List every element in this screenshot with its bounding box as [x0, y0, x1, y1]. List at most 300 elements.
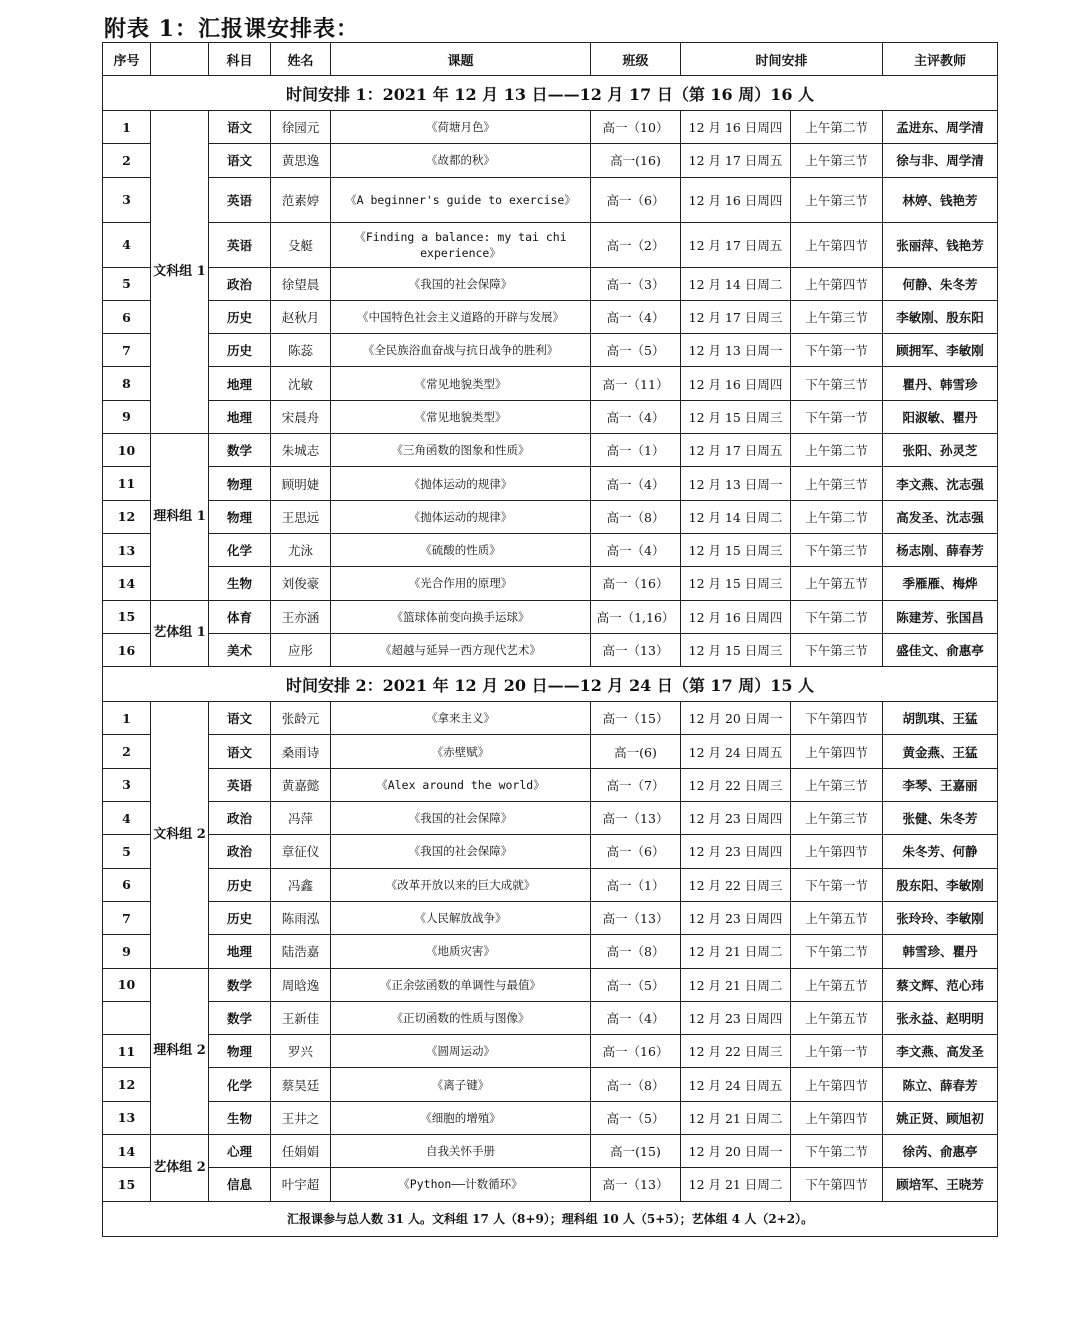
topic-cell: 《人民解放战争》: [331, 901, 591, 934]
row-number: 6: [103, 868, 151, 901]
reviewers-cell: 杨志刚、薛春芳: [883, 533, 998, 566]
teacher-name: 罗兴: [271, 1035, 331, 1068]
table-row: [103, 111, 998, 144]
date-cell: 12 月 15 日周三: [681, 633, 791, 666]
period-cell: 上午第四节: [791, 735, 883, 768]
date-cell: 12 月 21 日周二: [681, 1168, 791, 1201]
group-name: 艺体组 1: [151, 600, 209, 667]
topic-cell: 《细胞的增殖》: [331, 1101, 591, 1134]
date-cell: 12 月 17 日周五: [681, 144, 791, 177]
table-row: [103, 702, 998, 735]
topic-cell: 《圆周运动》: [331, 1035, 591, 1068]
class-cell: 高一（13）: [591, 1168, 681, 1201]
class-cell: 高一（4）: [591, 1001, 681, 1034]
date-cell: 12 月 21 日周二: [681, 935, 791, 968]
reviewers-cell: 林婷、钱艳芳: [883, 177, 998, 222]
row-number: 7: [103, 334, 151, 367]
teacher-name: 范素婷: [271, 177, 331, 222]
class-cell: 高一（13）: [591, 802, 681, 835]
date-cell: 12 月 23 日周四: [681, 835, 791, 868]
period-cell: 下午第四节: [791, 1168, 883, 1201]
teacher-name: 陆浩嘉: [271, 935, 331, 968]
subject-cell: 化学: [209, 1068, 271, 1101]
subject-cell: 心理: [209, 1135, 271, 1168]
subject-cell: 英语: [209, 177, 271, 222]
date-cell: 12 月 13 日周一: [681, 467, 791, 500]
row-number: 1: [103, 702, 151, 735]
period-cell: 上午第四节: [791, 267, 883, 300]
class-cell: 高一（13）: [591, 633, 681, 666]
reviewers-cell: 陈建芳、张国昌: [883, 600, 998, 633]
table-row: [103, 633, 998, 666]
topic-cell: 《荷塘月色》: [331, 111, 591, 144]
reviewers-cell: 李琴、王嘉丽: [883, 768, 998, 801]
table-row: [103, 802, 998, 835]
reviewers-cell: 徐芮、俞惠亭: [883, 1135, 998, 1168]
table-row: [103, 533, 998, 566]
teacher-name: 王思远: [271, 500, 331, 533]
reviewers-cell: 孟进东、周学清: [883, 111, 998, 144]
teacher-name: 徐望晨: [271, 267, 331, 300]
subject-cell: 数学: [209, 1001, 271, 1034]
subject-cell: 信息: [209, 1168, 271, 1201]
class-cell: 高一(6): [591, 735, 681, 768]
topic-cell: 自我关怀手册: [331, 1135, 591, 1168]
period-cell: 下午第一节: [791, 868, 883, 901]
topic-cell: 《三角函数的图象和性质》: [331, 434, 591, 467]
row-number: 3: [103, 177, 151, 222]
date-cell: 12 月 17 日周五: [681, 222, 791, 267]
teacher-name: 殳艇: [271, 222, 331, 267]
subject-cell: 语文: [209, 702, 271, 735]
row-number: 15: [103, 600, 151, 633]
class-cell: 高一(15): [591, 1135, 681, 1168]
teacher-name: 刘俊豪: [271, 567, 331, 600]
date-cell: 12 月 15 日周三: [681, 400, 791, 433]
subject-cell: 生物: [209, 1101, 271, 1134]
teacher-name: 陈雨泓: [271, 901, 331, 934]
table-row: [103, 600, 998, 633]
teacher-name: 宋晨舟: [271, 400, 331, 433]
date-cell: 12 月 23 日周四: [681, 1001, 791, 1034]
subject-cell: 数学: [209, 968, 271, 1001]
subject-cell: 语文: [209, 111, 271, 144]
teacher-name: 陈蕊: [271, 334, 331, 367]
row-number: [103, 1001, 151, 1034]
class-cell: 高一（11）: [591, 367, 681, 400]
subject-cell: 历史: [209, 901, 271, 934]
class-cell: 高一（4）: [591, 467, 681, 500]
group-name: 文科组 2: [151, 702, 209, 968]
subject-cell: 物理: [209, 500, 271, 533]
reviewers-cell: 张永益、赵明明: [883, 1001, 998, 1034]
reviewers-cell: 殷东阳、李敏刚: [883, 868, 998, 901]
topic-cell: 《我国的社会保障》: [331, 835, 591, 868]
teacher-name: 桑雨诗: [271, 735, 331, 768]
date-cell: 12 月 15 日周三: [681, 567, 791, 600]
row-number: 5: [103, 835, 151, 868]
class-cell: 高一（6）: [591, 835, 681, 868]
period-cell: 下午第二节: [791, 935, 883, 968]
class-cell: 高一（1,16）: [591, 600, 681, 633]
topic-cell: 《超越与延异一西方现代艺术》: [331, 633, 591, 666]
topic-cell: 《全民族浴血奋战与抗日战争的胜利》: [331, 334, 591, 367]
subject-cell: 历史: [209, 300, 271, 333]
topic-cell: 《正余弦函数的单调性与最值》: [331, 968, 591, 1001]
reviewers-cell: 朱冬芳、何静: [883, 835, 998, 868]
table-row: [103, 1035, 998, 1068]
row-number: 6: [103, 300, 151, 333]
period-cell: 上午第三节: [791, 177, 883, 222]
teacher-name: 王亦涵: [271, 600, 331, 633]
header-topic: 课题: [331, 43, 591, 76]
period-cell: 上午第二节: [791, 500, 883, 533]
date-cell: 12 月 23 日周四: [681, 901, 791, 934]
row-number: 8: [103, 367, 151, 400]
period-cell: 上午第三节: [791, 467, 883, 500]
teacher-name: 章征仪: [271, 835, 331, 868]
table-row: [103, 868, 998, 901]
teacher-name: 叶宇超: [271, 1168, 331, 1201]
reviewers-cell: 盛佳文、俞惠亭: [883, 633, 998, 666]
table-row: [103, 367, 998, 400]
reviewers-cell: 张健、朱冬芳: [883, 802, 998, 835]
group-name: 理科组 2: [151, 968, 209, 1134]
topic-cell: 《A beginner's guide to exercise》: [331, 177, 591, 222]
date-cell: 12 月 21 日周二: [681, 968, 791, 1001]
row-number: 10: [103, 968, 151, 1001]
teacher-name: 蔡昊廷: [271, 1068, 331, 1101]
period-cell: 上午第五节: [791, 567, 883, 600]
class-cell: 高一（13）: [591, 901, 681, 934]
topic-cell: 《Alex around the world》: [331, 768, 591, 801]
table-row: [103, 1101, 998, 1134]
period-cell: 上午第四节: [791, 222, 883, 267]
row-number: 9: [103, 935, 151, 968]
teacher-name: 冯萍: [271, 802, 331, 835]
teacher-name: 朱城志: [271, 434, 331, 467]
period-cell: 上午第三节: [791, 300, 883, 333]
class-cell: 高一（16）: [591, 1035, 681, 1068]
reviewers-cell: 高发圣、沈志强: [883, 500, 998, 533]
topic-cell: 《Python——计数循环》: [331, 1168, 591, 1201]
header-time: 时间安排: [681, 43, 883, 76]
topic-cell: 《硫酸的性质》: [331, 533, 591, 566]
period-cell: 上午第二节: [791, 434, 883, 467]
date-cell: 12 月 16 日周四: [681, 600, 791, 633]
reviewers-cell: 黄金燕、王猛: [883, 735, 998, 768]
date-cell: 12 月 16 日周四: [681, 367, 791, 400]
date-cell: 12 月 24 日周五: [681, 735, 791, 768]
date-cell: 12 月 15 日周三: [681, 533, 791, 566]
table-row: [103, 267, 998, 300]
class-cell: 高一（10）: [591, 111, 681, 144]
class-cell: 高一（15）: [591, 702, 681, 735]
date-cell: 12 月 22 日周三: [681, 1035, 791, 1068]
table-row: [103, 901, 998, 934]
table-row: [103, 1001, 998, 1034]
subject-cell: 语文: [209, 144, 271, 177]
table-row: [103, 835, 998, 868]
reviewers-cell: 李文燕、高发圣: [883, 1035, 998, 1068]
period-cell: 上午第一节: [791, 1035, 883, 1068]
teacher-name: 张龄元: [271, 702, 331, 735]
header-no: 序号: [103, 43, 151, 76]
table-row: [103, 434, 998, 467]
teacher-name: 赵秋月: [271, 300, 331, 333]
reviewers-cell: 李文燕、沈志强: [883, 467, 998, 500]
subject-cell: 政治: [209, 802, 271, 835]
class-cell: 高一（5）: [591, 1101, 681, 1134]
subject-cell: 数学: [209, 434, 271, 467]
subject-cell: 地理: [209, 367, 271, 400]
row-number: 12: [103, 1068, 151, 1101]
date-cell: 12 月 22 日周三: [681, 768, 791, 801]
subject-cell: 英语: [209, 222, 271, 267]
teacher-name: 黄思逸: [271, 144, 331, 177]
topic-cell: 《中国特色社会主义道路的开辟与发展》: [331, 300, 591, 333]
table-row: [103, 1135, 998, 1168]
row-number: 5: [103, 267, 151, 300]
group-name: 理科组 1: [151, 434, 209, 600]
period-cell: 上午第四节: [791, 1101, 883, 1134]
row-number: 14: [103, 567, 151, 600]
reviewers-cell: 张阳、孙灵芝: [883, 434, 998, 467]
header-group: [151, 43, 209, 76]
summary-row: [103, 1201, 998, 1236]
table-row: [103, 144, 998, 177]
header-row: [103, 43, 998, 76]
class-cell: 高一（8）: [591, 500, 681, 533]
row-number: 4: [103, 222, 151, 267]
table-row: [103, 768, 998, 801]
reviewers-cell: 张玲玲、李敏刚: [883, 901, 998, 934]
period-cell: 上午第二节: [791, 111, 883, 144]
class-cell: 高一（4）: [591, 533, 681, 566]
date-cell: 12 月 21 日周二: [681, 1101, 791, 1134]
table-row: [103, 1168, 998, 1201]
teacher-name: 周晗逸: [271, 968, 331, 1001]
period-cell: 下午第一节: [791, 334, 883, 367]
date-cell: 12 月 14 日周二: [681, 267, 791, 300]
subject-cell: 体育: [209, 600, 271, 633]
header-reviewers: 主评教师: [883, 43, 998, 76]
summary-text: 汇报课参与总人数 31 人。文科组 17 人（8+9）；理科组 10 人（5+5）；艺体组 4 人（2+2）。: [103, 1201, 998, 1236]
teacher-name: 冯鑫: [271, 868, 331, 901]
topic-cell: 《常见地貌类型》: [331, 400, 591, 433]
class-cell: 高一（6）: [591, 177, 681, 222]
row-number: 2: [103, 735, 151, 768]
period-cell: 下午第三节: [791, 533, 883, 566]
reviewers-cell: 张丽萍、钱艳芳: [883, 222, 998, 267]
subject-cell: 政治: [209, 267, 271, 300]
period-cell: 下午第二节: [791, 600, 883, 633]
teacher-name: 尤泳: [271, 533, 331, 566]
row-number: 13: [103, 533, 151, 566]
period-cell: 上午第五节: [791, 968, 883, 1001]
topic-cell: 《光合作用的原理》: [331, 567, 591, 600]
topic-cell: 《地质灾害》: [331, 935, 591, 968]
date-cell: 12 月 13 日周一: [681, 334, 791, 367]
period-cell: 上午第五节: [791, 1001, 883, 1034]
reviewers-cell: 顾拥军、李敏刚: [883, 334, 998, 367]
table-row: [103, 968, 998, 1001]
reviewers-cell: 瞿丹、韩雪珍: [883, 367, 998, 400]
row-number: 12: [103, 500, 151, 533]
reviewers-cell: 韩雪珍、瞿丹: [883, 935, 998, 968]
table-row: [103, 500, 998, 533]
topic-cell: 《拿来主义》: [331, 702, 591, 735]
row-number: 11: [103, 467, 151, 500]
class-cell: 高一（1）: [591, 868, 681, 901]
row-number: 7: [103, 901, 151, 934]
class-cell: 高一(16): [591, 144, 681, 177]
teacher-name: 任娟娟: [271, 1135, 331, 1168]
date-cell: 12 月 23 日周四: [681, 802, 791, 835]
row-number: 10: [103, 434, 151, 467]
date-cell: 12 月 24 日周五: [681, 1068, 791, 1101]
table-row: [103, 400, 998, 433]
reviewers-cell: 徐与非、周学清: [883, 144, 998, 177]
reviewers-cell: 蔡文辉、范心玮: [883, 968, 998, 1001]
period-cell: 上午第四节: [791, 1068, 883, 1101]
period-cell: 上午第五节: [791, 901, 883, 934]
reviewers-cell: 姚正贤、顾旭初: [883, 1101, 998, 1134]
table-row: [103, 935, 998, 968]
teacher-name: 应彤: [271, 633, 331, 666]
table-row: [103, 467, 998, 500]
teacher-name: 徐园元: [271, 111, 331, 144]
topic-cell: 《改革开放以来的巨大成就》: [331, 868, 591, 901]
table-row: [103, 735, 998, 768]
topic-cell: 《赤壁赋》: [331, 735, 591, 768]
period-cell: 下午第二节: [791, 1135, 883, 1168]
row-number: 2: [103, 144, 151, 177]
subject-cell: 语文: [209, 735, 271, 768]
header-name: 姓名: [271, 43, 331, 76]
topic-cell: 《Finding a balance: my tai chi experience》: [331, 222, 591, 267]
date-cell: 12 月 20 日周一: [681, 1135, 791, 1168]
reviewers-cell: 何静、朱冬芳: [883, 267, 998, 300]
date-cell: 12 月 16 日周四: [681, 177, 791, 222]
subject-cell: 英语: [209, 768, 271, 801]
header-subject: 科目: [209, 43, 271, 76]
table-row: [103, 177, 998, 222]
reviewers-cell: 李敏刚、殷东阳: [883, 300, 998, 333]
topic-cell: 《常见地貌类型》: [331, 367, 591, 400]
class-cell: 高一（8）: [591, 935, 681, 968]
topic-cell: 《离子键》: [331, 1068, 591, 1101]
header-class: 班级: [591, 43, 681, 76]
row-number: 14: [103, 1135, 151, 1168]
subject-cell: 物理: [209, 467, 271, 500]
class-cell: 高一（5）: [591, 334, 681, 367]
date-cell: 12 月 22 日周三: [681, 868, 791, 901]
reviewers-cell: 季雁雁、梅烨: [883, 567, 998, 600]
subject-cell: 历史: [209, 334, 271, 367]
topic-cell: 《正切函数的性质与图像》: [331, 1001, 591, 1034]
section-heading-row: [103, 76, 998, 111]
period-cell: 下午第三节: [791, 633, 883, 666]
section-heading: 时间安排 2：2021 年 12 月 20 日——12 月 24 日（第 17 周）15 人: [103, 667, 998, 702]
group-name: 艺体组 2: [151, 1135, 209, 1202]
date-cell: 12 月 16 日周四: [681, 111, 791, 144]
row-number: 4: [103, 802, 151, 835]
section-heading: 时间安排 1：2021 年 12 月 13 日——12 月 17 日（第 16 周）16 人: [103, 76, 998, 111]
date-cell: 12 月 17 日周三: [681, 300, 791, 333]
topic-cell: 《篮球体前变向换手运球》: [331, 600, 591, 633]
table-row: [103, 1068, 998, 1101]
class-cell: 高一（4）: [591, 300, 681, 333]
table-row: [103, 222, 998, 267]
period-cell: 下午第四节: [791, 702, 883, 735]
subject-cell: 政治: [209, 835, 271, 868]
reviewers-cell: 顾培军、王晓芳: [883, 1168, 998, 1201]
row-number: 16: [103, 633, 151, 666]
row-number: 11: [103, 1035, 151, 1068]
row-number: 13: [103, 1101, 151, 1134]
period-cell: 上午第三节: [791, 802, 883, 835]
class-cell: 高一（4）: [591, 400, 681, 433]
subject-cell: 物理: [209, 1035, 271, 1068]
teacher-name: 王新佳: [271, 1001, 331, 1034]
teacher-name: 王井之: [271, 1101, 331, 1134]
date-cell: 12 月 20 日周一: [681, 702, 791, 735]
table-row: [103, 567, 998, 600]
schedule-table: [102, 42, 998, 1237]
topic-cell: 《抛体运动的规律》: [331, 467, 591, 500]
class-cell: 高一（7）: [591, 768, 681, 801]
row-number: 15: [103, 1168, 151, 1201]
date-cell: 12 月 17 日周五: [681, 434, 791, 467]
period-cell: 上午第三节: [791, 768, 883, 801]
table-row: [103, 334, 998, 367]
document-title: 附表 1：汇报课安排表：: [104, 16, 359, 42]
class-cell: 高一（2）: [591, 222, 681, 267]
period-cell: 下午第三节: [791, 367, 883, 400]
subject-cell: 美术: [209, 633, 271, 666]
reviewers-cell: 胡凯琪、王猛: [883, 702, 998, 735]
subject-cell: 生物: [209, 567, 271, 600]
period-cell: 上午第三节: [791, 144, 883, 177]
class-cell: 高一（8）: [591, 1068, 681, 1101]
section-heading-row: [103, 667, 998, 702]
period-cell: 下午第一节: [791, 400, 883, 433]
topic-cell: 《我国的社会保障》: [331, 267, 591, 300]
teacher-name: 黄嘉懿: [271, 768, 331, 801]
date-cell: 12 月 14 日周二: [681, 500, 791, 533]
group-name: 文科组 1: [151, 111, 209, 434]
subject-cell: 地理: [209, 935, 271, 968]
table-row: [103, 300, 998, 333]
subject-cell: 历史: [209, 868, 271, 901]
row-number: 1: [103, 111, 151, 144]
row-number: 9: [103, 400, 151, 433]
topic-cell: 《故都的秋》: [331, 144, 591, 177]
subject-cell: 地理: [209, 400, 271, 433]
teacher-name: 顾明婕: [271, 467, 331, 500]
reviewers-cell: 陈立、薛春芳: [883, 1068, 998, 1101]
teacher-name: 沈敏: [271, 367, 331, 400]
topic-cell: 《抛体运动的规律》: [331, 500, 591, 533]
class-cell: 高一（16）: [591, 567, 681, 600]
period-cell: 上午第四节: [791, 835, 883, 868]
topic-cell: 《我国的社会保障》: [331, 802, 591, 835]
row-number: 3: [103, 768, 151, 801]
class-cell: 高一（5）: [591, 968, 681, 1001]
class-cell: 高一（1）: [591, 434, 681, 467]
subject-cell: 化学: [209, 533, 271, 566]
